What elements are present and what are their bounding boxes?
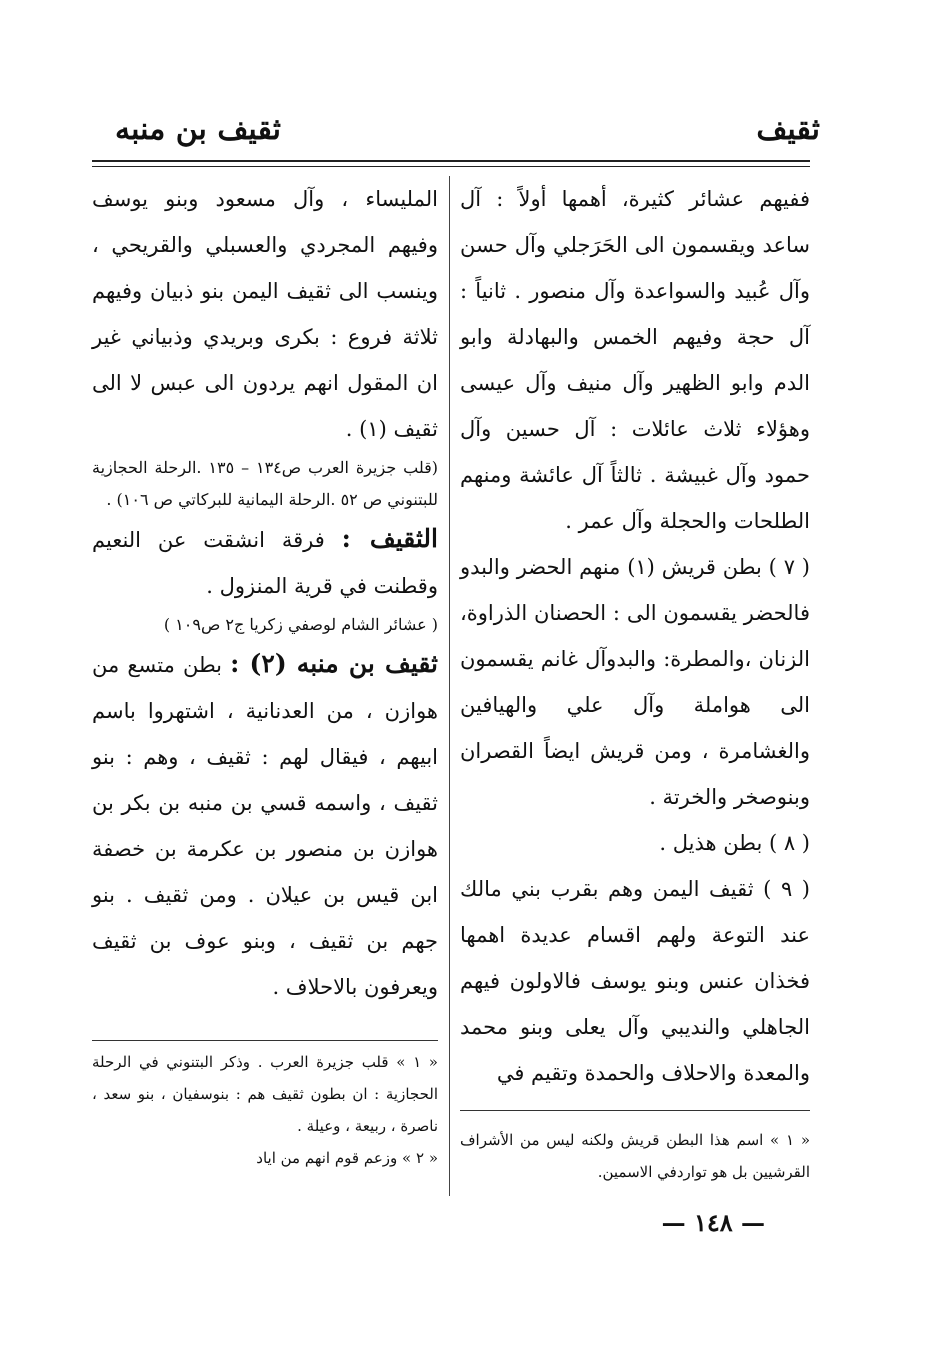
entry-althaqif-text: فرقة انشقت عن النعيم وقطنت في قرية المنزول . bbox=[92, 528, 438, 598]
entry-term-thaqif-bin-munabbih: ثقيف بن منبه (٢) : bbox=[230, 649, 438, 678]
paragraph-quraysh: ( ٧ ) بطن قريش (١) منهم الحضر والبدو فالحضر يقسمون الى : الحصنان الذراوة، الزنان ،والمطرة: والبدوآل غانم يقسمون الى هواملة وآل علي والهيافين والغشامرة ، ومن قريش ايضاً القصران وبنوصخر والخرتة . bbox=[460, 555, 810, 809]
footnotes-left bbox=[92, 1046, 438, 1174]
entry-term-althaqif: الثقيف : bbox=[341, 524, 438, 553]
header-rule-thin bbox=[92, 166, 810, 167]
footnote-right-1: « ١ » اسم هذا البطن قريش ولكنه ليس من الأشراف القرشيين بل هو تواردفي الاسمين. bbox=[460, 1131, 810, 1181]
page-number: — ١٤٨ — bbox=[661, 1208, 765, 1237]
running-header-left: ثقيف بن منبه bbox=[115, 112, 281, 147]
footnote-rule-left bbox=[92, 1040, 438, 1041]
footnotes-right bbox=[460, 1124, 810, 1188]
paragraph-thaqif-clans: ففيهم عشائر كثيرة، أهمها أولاً : آل ساعد ويقسمون الى الحَرَجلي وآل حسن وآل عُبيد والسواعدة وآل منصور . ثانياً : آل حجة وفيهم الخمس والبهادلة وابو الدم وابو الظهير وآل منيف وآل عيسى وهؤلاء ثلاث عائلات : آل حسين وآل حمود وآل غبيشة . ثالثاً آل عائشة ومنهم الطلحات والحجلة وآل عمر . bbox=[460, 187, 810, 533]
reference-2: ( عشائر الشام لوصفي زكريا ج٢ ص١٠٩ ) bbox=[163, 615, 438, 634]
paragraph-hudhayl: ( ٨ ) بطن هذيل . bbox=[659, 831, 810, 855]
reference-1: (قلب جزيرة العرب ص١٣٤ – ١٣٥ .الرحلة الحجازية للبتنوني ص ٥٢ .الرحلة اليمانية للبركاتي ص ١٠٦) . bbox=[92, 458, 439, 509]
footnote-rule-right bbox=[460, 1110, 810, 1111]
right-column bbox=[460, 176, 810, 1096]
column-divider bbox=[449, 176, 450, 1196]
left-column bbox=[92, 176, 438, 1010]
entry-thaqif-bin-munabbih-text: بطن متسع من هوازن ، من العدنانية ، اشتهروا باسم ابيهم ، فيقال لهم : ثقيف ، وهم : بنو ثقيف ، واسمه قسي بن منبه بن بكر بن هوازن بن منصور بن عكرمة بن خصفة ابن قيس بن عيلان . ومن ثقيف . بنو جهم بن ثقيف ، وبنو عوف بن ثقيف ويعرفون بالاحلاف . bbox=[92, 653, 438, 999]
running-header-right: ثقيف bbox=[756, 112, 820, 147]
footnote-left-2: « ٢ » وزعم قوم انهم من اياد bbox=[256, 1149, 438, 1167]
footnote-left-1: « ١ » قلب جزيرة العرب . وذكر البتنوني في الرحلة الحجازية : ان بطون ثقيف هم : بنوسفيان ، بنو سعد ، ناصرة ، ربيعة ، وعيلة . bbox=[92, 1053, 438, 1135]
header-rule bbox=[92, 160, 810, 162]
paragraph-continuation: المليساء ، وآل مسعود وبنو يوسف وفيهم المجردي والعسبلي والقريحي ، وينسب الى ثقيف اليمن بنو ذبيان وفيهم ثلاثة فروع : بكرى وبريدي وذبياني غير ان المقول انهم يردون الى عبس لا الى ثقيف (١) . bbox=[92, 187, 438, 441]
paragraph-thaqif-yemen: ( ٩ ) ثقيف اليمن وهم بقرب بني مالك عند التوعة ولهم اقسام عديدة اهمها فخذان عنس وبنو يوسف فالاولون فيهم الجاهلي والنديبي وآل يعلى وبنو محمد والمعدة والاحلاف والحمدة وتقيم في bbox=[460, 877, 810, 1085]
